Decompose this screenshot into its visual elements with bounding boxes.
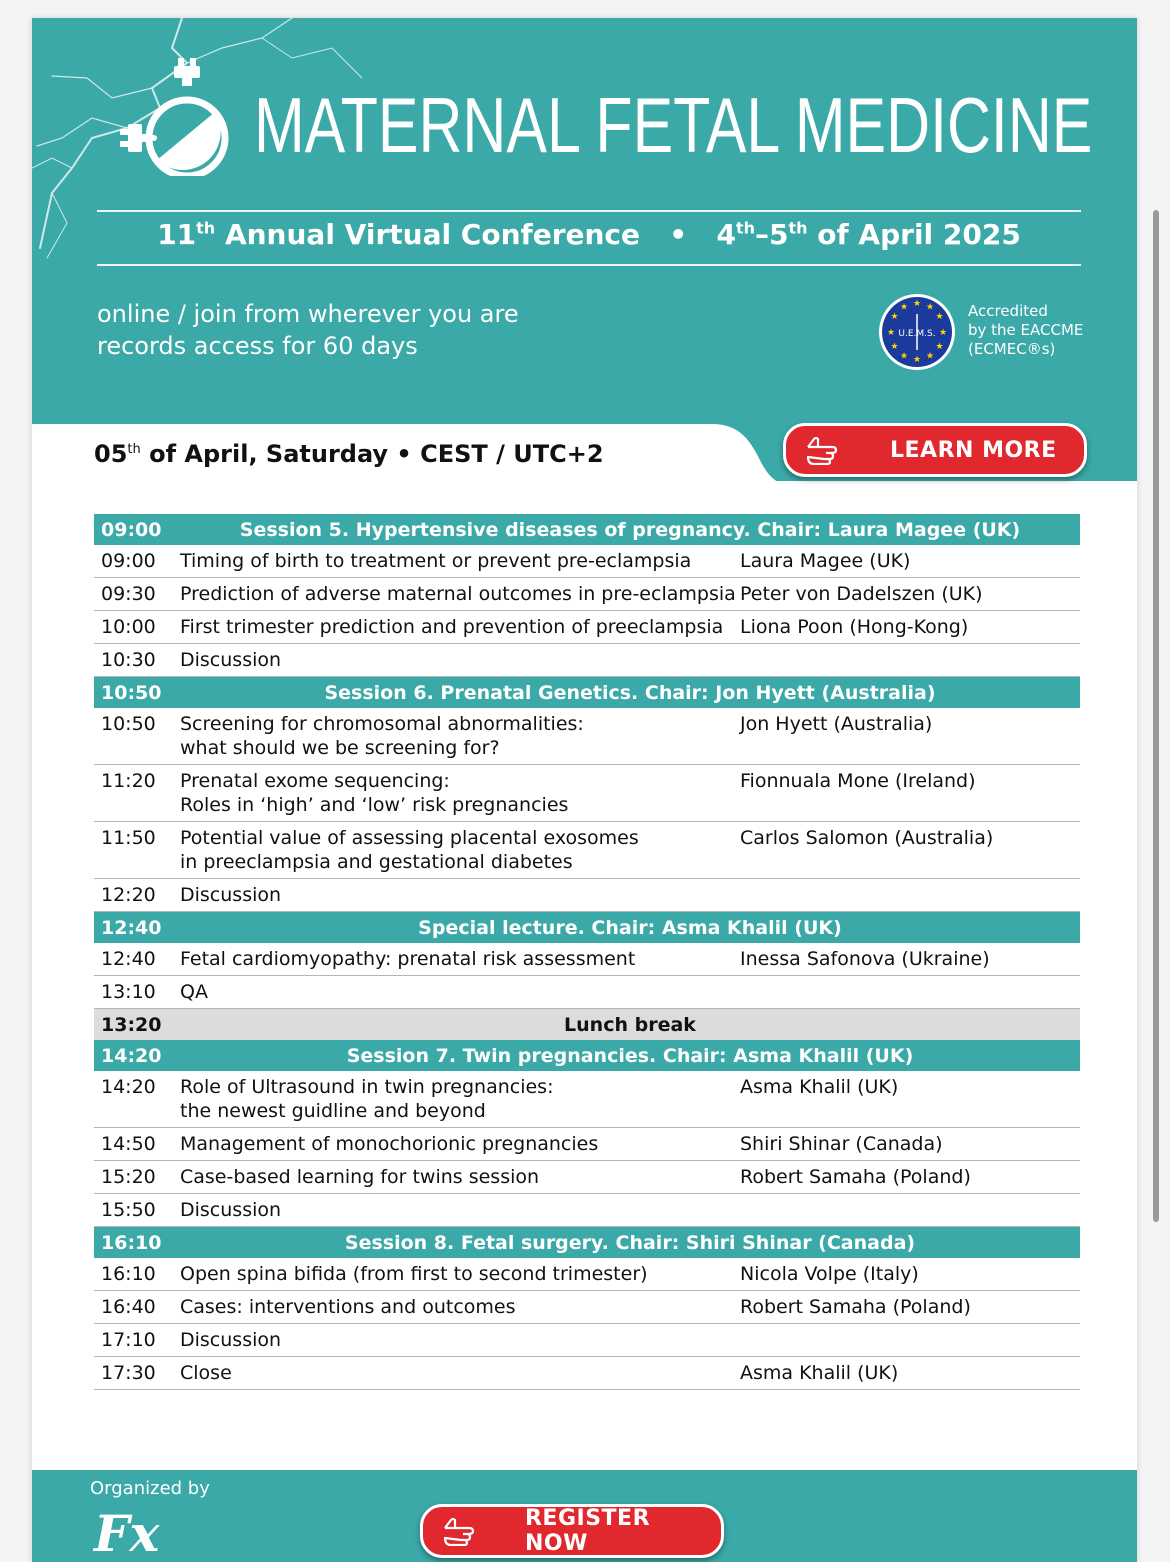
- talk-speaker: Asma Khalil (UK): [740, 1071, 1080, 1128]
- talk-time: 10:50: [94, 708, 180, 765]
- talk-title: [180, 1071, 740, 1128]
- talk-title-line: Management of monochorionic pregnancies: [180, 1133, 599, 1155]
- session-header-row: [94, 1227, 1080, 1259]
- scrollbar[interactable]: [1153, 210, 1159, 1222]
- organizer-logo: Fx: [94, 1504, 160, 1562]
- talk-title-line: Screening for chromosomal abnormalities:: [180, 713, 584, 735]
- talk-time: 09:00: [94, 545, 180, 578]
- talk-time: 12:40: [94, 943, 180, 976]
- talk-time: 17:10: [94, 1324, 180, 1357]
- svg-text:★: ★: [890, 342, 899, 352]
- talk-title: [180, 1357, 740, 1390]
- talk-title-line: Close: [180, 1362, 232, 1384]
- accredited-line-1: Accredited: [968, 302, 1048, 320]
- talk-title: [180, 765, 740, 822]
- row-time: 09:00: [94, 514, 180, 545]
- talk-row: [94, 545, 1080, 578]
- talk-title-line: Open spina bifida (from first to second trimester): [180, 1263, 648, 1285]
- svg-text:★: ★: [890, 312, 899, 322]
- talk-time: 09:30: [94, 578, 180, 611]
- day-date-rest: of April, Saturday • CEST / UTC+2: [149, 440, 604, 468]
- title-divider-top: [97, 210, 1081, 212]
- talk-row: [94, 578, 1080, 611]
- pointing-hand-icon: [806, 435, 850, 465]
- session-header-row: [94, 677, 1080, 709]
- talk-title-line: Discussion: [180, 649, 282, 671]
- register-now-button[interactable]: [420, 1504, 724, 1558]
- talk-title-line: Discussion: [180, 1329, 282, 1351]
- talk-title-line: Role of Ultrasound in twin pregnancies:: [180, 1076, 554, 1098]
- talk-row: [94, 879, 1080, 912]
- session-header-row: [94, 1040, 1080, 1071]
- online-line-2: records access for 60 days: [97, 332, 418, 360]
- date-end: –5: [754, 218, 789, 251]
- talk-title: [180, 1324, 740, 1357]
- talk-row: [94, 1128, 1080, 1161]
- date-month-year: of April 2025: [817, 218, 1021, 251]
- talk-title: [180, 708, 740, 765]
- row-time: 13:20: [94, 1009, 180, 1041]
- talk-title: [180, 822, 740, 879]
- edition-text: Annual Virtual Conference: [224, 218, 641, 251]
- talk-row: [94, 644, 1080, 677]
- talk-time: 15:50: [94, 1194, 180, 1227]
- talk-title: [180, 1258, 740, 1291]
- lunch-break-row: [94, 1009, 1080, 1041]
- talk-speaker: [740, 1324, 1080, 1357]
- schedule-table: [94, 514, 1080, 1390]
- date-end-suffix: th: [788, 218, 808, 238]
- session-title: Session 8. Fetal surgery. Chair: Shiri Shinar (Canada): [180, 1227, 1080, 1259]
- date-start: 4: [716, 218, 736, 251]
- talk-row: [94, 611, 1080, 644]
- talk-row: [94, 708, 1080, 765]
- talk-speaker: [740, 879, 1080, 912]
- session-header-row: [94, 912, 1080, 944]
- talk-title-line: in preeclampsia and gestational diabetes: [180, 851, 573, 873]
- talk-speaker: [740, 976, 1080, 1009]
- talk-title: [180, 1194, 740, 1227]
- talk-speaker: Nicola Volpe (Italy): [740, 1258, 1080, 1291]
- talk-speaker: Robert Samaha (Poland): [740, 1291, 1080, 1324]
- edition-suffix: th: [196, 218, 216, 238]
- talk-time: 14:20: [94, 1071, 180, 1128]
- conference-flyer: [32, 18, 1137, 1562]
- learn-more-label: LEARN MORE: [890, 437, 1057, 463]
- talk-title-line: the newest guidline and beyond: [180, 1100, 486, 1122]
- svg-text:★: ★: [935, 342, 944, 352]
- talk-title-line: Case-based learning for twins session: [180, 1166, 540, 1188]
- conference-subtitle: [97, 218, 1081, 251]
- talk-title-line: what should we be screening for?: [180, 737, 500, 759]
- pointing-hand-icon: [443, 1516, 487, 1546]
- online-info: [97, 298, 519, 362]
- talk-time: 15:20: [94, 1161, 180, 1194]
- talk-row: [94, 765, 1080, 822]
- learn-more-button[interactable]: [783, 423, 1087, 477]
- svg-text:★: ★: [925, 302, 935, 313]
- talk-speaker: Shiri Shinar (Canada): [740, 1128, 1080, 1161]
- talk-speaker: [740, 1194, 1080, 1227]
- row-time: 16:10: [94, 1227, 180, 1259]
- talk-title-line: QA: [180, 981, 208, 1003]
- talk-title: [180, 943, 740, 976]
- header-banner: [32, 18, 1137, 481]
- talk-speaker: Asma Khalil (UK): [740, 1357, 1080, 1390]
- accreditation-text: [968, 302, 1083, 359]
- svg-text:★: ★: [899, 302, 909, 313]
- talk-row: [94, 822, 1080, 879]
- badge-text: U.E.M.S.: [898, 329, 936, 339]
- row-time: 10:50: [94, 677, 180, 709]
- accredited-line-3: (ECMEC®s): [968, 340, 1056, 358]
- title-divider-bottom: [97, 264, 1081, 266]
- session-header-row: [94, 514, 1080, 545]
- talk-time: 17:30: [94, 1357, 180, 1390]
- talk-row: [94, 1258, 1080, 1291]
- conference-title: MATERNAL FETAL MEDICINE: [254, 81, 1093, 169]
- stopwatch-plug-icon: [112, 56, 237, 176]
- accredited-line-2: by the EACCME: [968, 321, 1084, 339]
- date-start-suffix: th: [735, 218, 755, 238]
- talk-title-line: First trimester prediction and prevention of preeclampsia: [180, 616, 724, 638]
- svg-text:★: ★: [938, 328, 948, 338]
- talk-time: 13:10: [94, 976, 180, 1009]
- talk-row: [94, 976, 1080, 1009]
- talk-time: 14:50: [94, 1128, 180, 1161]
- talk-title: [180, 976, 740, 1009]
- talk-row: [94, 1291, 1080, 1324]
- day-date-num: 05: [94, 440, 128, 468]
- session-title: Session 6. Prenatal Genetics. Chair: Jon Hyett (Australia): [180, 677, 1080, 709]
- talk-title-line: Discussion: [180, 884, 282, 906]
- talk-row: [94, 1357, 1080, 1390]
- talk-speaker: Inessa Safonova (Ukraine): [740, 943, 1080, 976]
- day-heading: [94, 440, 604, 468]
- talk-title: [180, 611, 740, 644]
- svg-text:★: ★: [886, 328, 896, 338]
- talk-title: [180, 545, 740, 578]
- online-line-1: online / join from wherever you are: [97, 300, 519, 328]
- svg-text:★: ★: [925, 351, 935, 362]
- talk-title-line: Timing of birth to treatment or prevent pre-eclampsia: [180, 550, 692, 572]
- session-title: Session 5. Hypertensive diseases of pregnancy. Chair: Laura Magee (UK): [180, 514, 1080, 545]
- session-title: Session 7. Twin pregnancies. Chair: Asma Khalil (UK): [180, 1040, 1080, 1071]
- talk-row: [94, 943, 1080, 976]
- talk-title: [180, 578, 740, 611]
- talk-time: 11:50: [94, 822, 180, 879]
- talk-speaker: Laura Magee (UK): [740, 545, 1080, 578]
- talk-row: [94, 1161, 1080, 1194]
- talk-title-line: Discussion: [180, 1199, 282, 1221]
- talk-speaker: Robert Samaha (Poland): [740, 1161, 1080, 1194]
- talk-time: 11:20: [94, 765, 180, 822]
- talk-row: [94, 1194, 1080, 1227]
- talk-title-line: Prediction of adverse maternal outcomes in pre-eclampsia: [180, 583, 736, 605]
- talk-title-line: Prenatal exome sequencing:: [180, 770, 450, 792]
- edition-number: 11: [157, 218, 197, 251]
- day-date-suffix: th: [127, 442, 141, 457]
- talk-title-line: Fetal cardiomyopathy: prenatal risk assessment: [180, 948, 636, 970]
- talk-row: [94, 1071, 1080, 1128]
- talk-row: [94, 1324, 1080, 1357]
- talk-time: 16:10: [94, 1258, 180, 1291]
- talk-title-line: Roles in ‘high’ and ‘low’ risk pregnancies: [180, 794, 569, 816]
- session-title: Special lecture. Chair: Asma Khalil (UK): [180, 912, 1080, 944]
- talk-speaker: Peter von Dadelszen (UK): [740, 578, 1080, 611]
- svg-text:★: ★: [899, 351, 909, 362]
- talk-time: 10:30: [94, 644, 180, 677]
- row-time: 12:40: [94, 912, 180, 944]
- talk-time: 16:40: [94, 1291, 180, 1324]
- svg-text:★: ★: [912, 355, 922, 365]
- register-now-label: REGISTER NOW: [524, 1506, 651, 1556]
- talk-title: [180, 644, 740, 677]
- row-time: 14:20: [94, 1040, 180, 1071]
- subtitle-bullet: •: [669, 218, 688, 251]
- svg-text:★: ★: [935, 312, 944, 322]
- talk-speaker: Liona Poon (Hong-Kong): [740, 611, 1080, 644]
- talk-time: 12:20: [94, 879, 180, 912]
- talk-speaker: Jon Hyett (Australia): [740, 708, 1080, 765]
- talk-title: [180, 1291, 740, 1324]
- talk-title: [180, 1128, 740, 1161]
- eu-stars-badge-icon: [877, 292, 957, 372]
- talk-speaker: Fionnuala Mone (Ireland): [740, 765, 1080, 822]
- talk-title: [180, 879, 740, 912]
- talk-title-line: Cases: interventions and outcomes: [180, 1296, 516, 1318]
- lunch-break-title: Lunch break: [180, 1009, 1080, 1041]
- svg-text:★: ★: [912, 299, 922, 309]
- talk-time: 10:00: [94, 611, 180, 644]
- talk-title: [180, 1161, 740, 1194]
- talk-title-line: Potential value of assessing placental exosomes: [180, 827, 639, 849]
- talk-speaker: Carlos Salomon (Australia): [740, 822, 1080, 879]
- talk-speaker: [740, 644, 1080, 677]
- organized-by-label: Organized by: [90, 1478, 210, 1499]
